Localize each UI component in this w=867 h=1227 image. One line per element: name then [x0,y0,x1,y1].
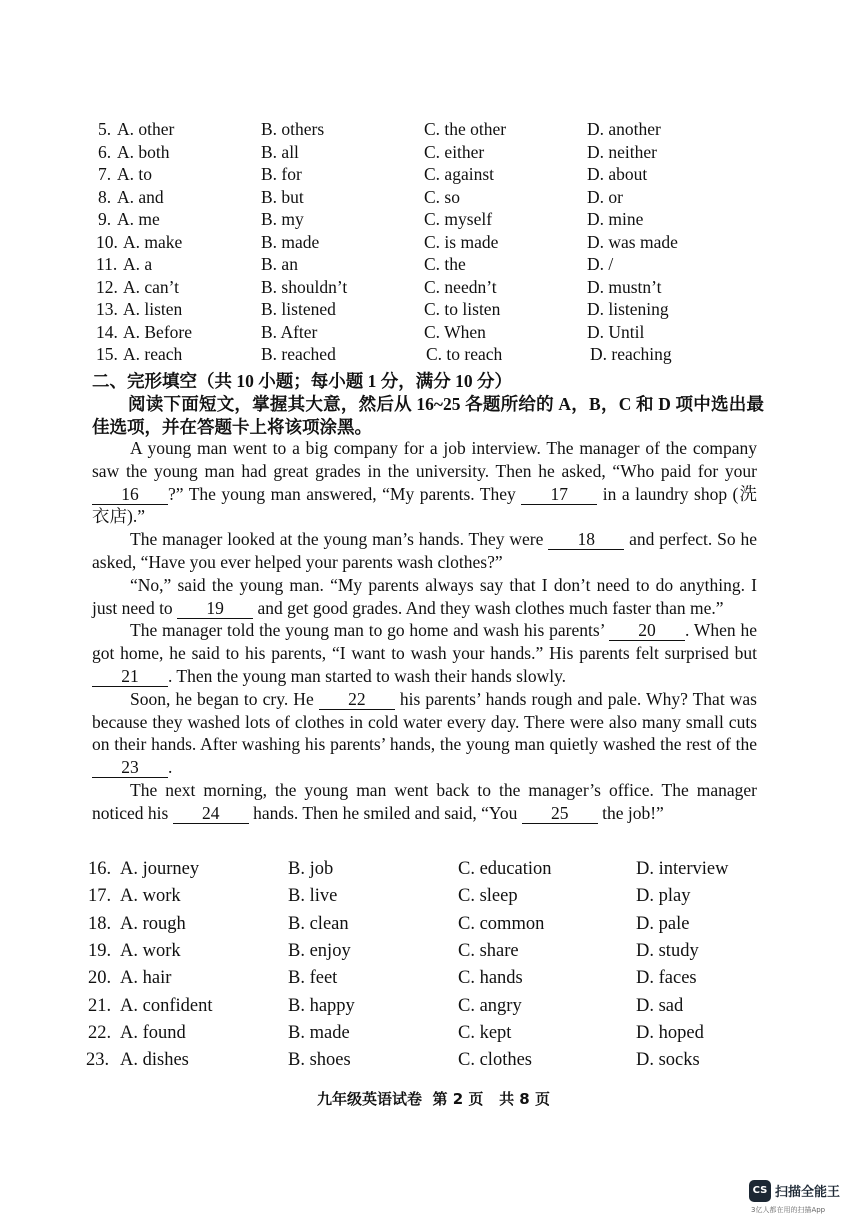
option-row-16 [0,858,867,880]
option-row-6 [0,141,867,163]
option-c: C. education [458,859,552,879]
option-row-9 [0,208,867,230]
question-number: 15. [96,344,118,364]
option-c: C. the [424,254,466,274]
option-c: C. is made [424,231,499,252]
option-a: A. other [117,119,175,139]
option-a: A. confident [120,995,213,1016]
question-number: 19. [88,940,112,961]
option-c: C. myself [424,209,493,229]
option-a: A. a [123,254,153,274]
option-c: C. the other [424,119,507,139]
option-row-11 [0,253,867,275]
option-d: D. hoped [636,1022,704,1043]
option-b: B. made [261,231,320,252]
option-d: D. reaching [590,344,672,364]
option-a: A. both [117,141,170,162]
passage-text: ?” The young man answered, “My parents. They [168,483,522,504]
question-number: 16. [88,859,112,879]
camscanner-icon: CS [749,1180,771,1202]
passage-text: . [168,757,173,778]
option-d: D. interview [636,859,729,879]
question-number: 18. [88,913,112,934]
passage-text: The next morning, the young man went back to the manager’s office. The manager noticed his [92,779,757,823]
option-d: D. pale [636,913,690,934]
option-c: C. to listen [424,299,501,319]
option-b: B. shouldn’t [261,276,348,297]
option-b: B. job [288,859,334,879]
passage-text: . When he got home, he said to his parents, “I want to wash your hands.” His parents felt surprised but [92,620,757,664]
option-c: C. either [424,141,485,162]
scanner-watermark [749,1180,859,1220]
option-row-23 [0,1049,867,1071]
option-a: A. reach [123,344,183,364]
option-row-22 [0,1022,867,1044]
question-number: 7. [98,164,112,184]
option-b: B. for [261,164,302,184]
passage-text: Soon, he began to cry. He [130,688,319,709]
passage-text: A young man went to a big company for a job interview. The manager of the company saw the young man had great grades in the university. Then he asked, “Who paid for your [92,438,757,481]
blank-25: 25 [522,804,598,824]
passage-text: The manager looked at the young man’s hands. They were [130,529,549,550]
option-c: C. needn’t [424,276,497,297]
option-a: A. work [120,940,181,961]
passage-text: hands. Then he smiled and said, “You [248,802,522,823]
option-a: A. can’t [123,276,180,297]
option-c: C. hands [458,968,523,989]
option-a: A. me [117,209,160,229]
question-number: 8. [98,186,112,207]
option-d: D. faces [636,968,697,989]
option-b: B. happy [288,995,355,1016]
blank-22: 22 [319,690,395,710]
option-d: D. socks [636,1050,700,1071]
option-b: B. others [261,119,325,139]
option-row-20 [0,967,867,989]
passage-text: The manager told the young man to go home and wash his parents’ [130,620,610,641]
option-d: D. play [636,886,691,907]
option-d: D. or [587,186,623,207]
question-number: 21. [88,995,112,1016]
option-c: C. to reach [426,344,503,364]
option-d: D. study [636,940,699,961]
option-a: A. make [123,231,183,252]
option-d: D. sad [636,995,684,1016]
option-a: A. to [117,164,152,184]
passage-paragraph [92,528,757,574]
option-b: B. an [261,254,298,274]
blank-17: 17 [521,485,597,505]
question-number: 12. [96,276,118,297]
option-b: B. made [288,1022,350,1043]
blank-16: 16 [92,485,168,505]
option-b: B. clean [288,913,349,934]
option-row-21 [0,995,867,1017]
option-row-15 [0,343,867,365]
question-number: 23. [86,1050,110,1071]
blank-20: 20 [609,621,685,641]
passage-text: his parents’ hands rough and pale. Why? That was because they washed lots of clothes in cold water every day. There were also many small cuts on their hands. After washing his parents’ hands, the young man quietly washed the rest of the [92,688,757,755]
option-row-7 [0,163,867,185]
option-c: C. share [458,940,519,961]
blank-21: 21 [92,667,168,687]
option-c: C. When [424,321,486,342]
option-c: C. against [424,164,494,184]
option-b: B. listened [261,299,336,319]
blank-19: 19 [177,599,253,619]
option-c: C. angry [458,995,522,1016]
question-number: 17. [88,886,112,907]
section-instructions: 阅读下面短文，掌握其大意，然后从 16~25 各题所给的 A，B，C 和 D 项中选出最佳选项，并在答题卡上将该项涂黑。 [92,394,764,437]
option-b: B. all [261,141,299,162]
passage-text: . Then the young man started to wash their hands slowly. [168,665,567,686]
question-number: 11. [96,254,118,274]
option-d: D. listening [587,299,669,319]
passage-paragraph [92,619,757,687]
passage-text: “No,” said the young man. “My parents always say that I don’t need to do anything. I just need to [92,574,757,618]
option-a: A. listen [123,299,183,319]
option-row-12 [0,276,867,298]
question-number: 9. [98,209,112,229]
passage-paragraph [92,688,757,779]
option-b: B. reached [261,344,336,364]
blank-23: 23 [92,758,168,778]
option-b: B. my [261,209,304,229]
option-c: C. kept [458,1022,512,1043]
blank-24: 24 [173,804,249,824]
option-a: A. found [120,1022,186,1043]
option-b: B. but [261,186,304,207]
passage-text: and perfect. So he asked, “Have you ever helped your parents wash clothes?” [92,529,758,572]
option-a: A. rough [120,913,186,934]
option-row-10 [0,231,867,253]
page-number: 第 2 页 [432,1090,484,1108]
option-b: B. enjoy [288,940,351,961]
question-number: 10. [96,231,118,252]
option-d: D. neither [587,141,657,162]
option-row-14 [0,321,867,343]
question-number: 22. [88,1022,112,1043]
page-footer [0,1088,867,1109]
option-row-17 [0,885,867,907]
option-a: A. and [117,186,164,207]
option-row-18 [0,913,867,935]
option-c: C. clothes [458,1050,532,1071]
option-a: A. dishes [120,1050,189,1071]
option-d: D. another [587,119,661,139]
option-b: B. feet [288,968,338,989]
option-b: B. After [261,321,318,342]
scanner-tagline: 3亿人都在用的扫描App [751,1206,826,1214]
scanner-app-name: 扫描全能王 [775,1185,841,1200]
exam-title: 九年级英语试卷 [317,1090,423,1108]
option-row-8 [0,186,867,208]
option-b: B. shoes [288,1050,351,1071]
option-c: C. so [424,186,460,207]
option-row-5 [0,118,867,140]
option-a: A. journey [120,859,200,879]
section-heading: 二、完形填空（共 10 小题；每小题 1 分，满分 10 分） [92,371,512,391]
page-total: 共 8 页 [499,1090,550,1108]
option-d: D. / [587,254,614,274]
passage-paragraph [92,779,757,825]
option-d: D. mine [587,209,644,229]
cloze-passage [92,437,757,825]
passage-paragraph [92,437,757,528]
passage-paragraph [92,574,757,620]
question-number: 6. [98,141,112,162]
option-d: D. was made [587,231,678,252]
question-number: 5. [98,119,112,139]
option-row-13 [0,298,867,320]
question-number: 13. [96,299,118,319]
passage-text: the job!” [597,802,664,823]
blank-18: 18 [548,530,624,550]
option-d: D. Until [587,321,645,342]
option-c: C. common [458,913,545,934]
option-a: A. Before [123,321,193,342]
question-number: 20. [88,968,112,989]
option-c: C. sleep [458,886,518,907]
option-a: A. work [120,886,181,907]
question-number: 14. [96,321,118,342]
passage-text: in a laundry shop (洗衣店).” [92,483,757,527]
option-d: D. about [587,164,648,184]
option-b: B. live [288,886,338,907]
option-d: D. mustn’t [587,276,662,297]
option-row-19 [0,940,867,962]
passage-text: and get good grades. And they wash clothes much faster than me.” [253,597,724,618]
option-a: A. hair [120,968,172,989]
